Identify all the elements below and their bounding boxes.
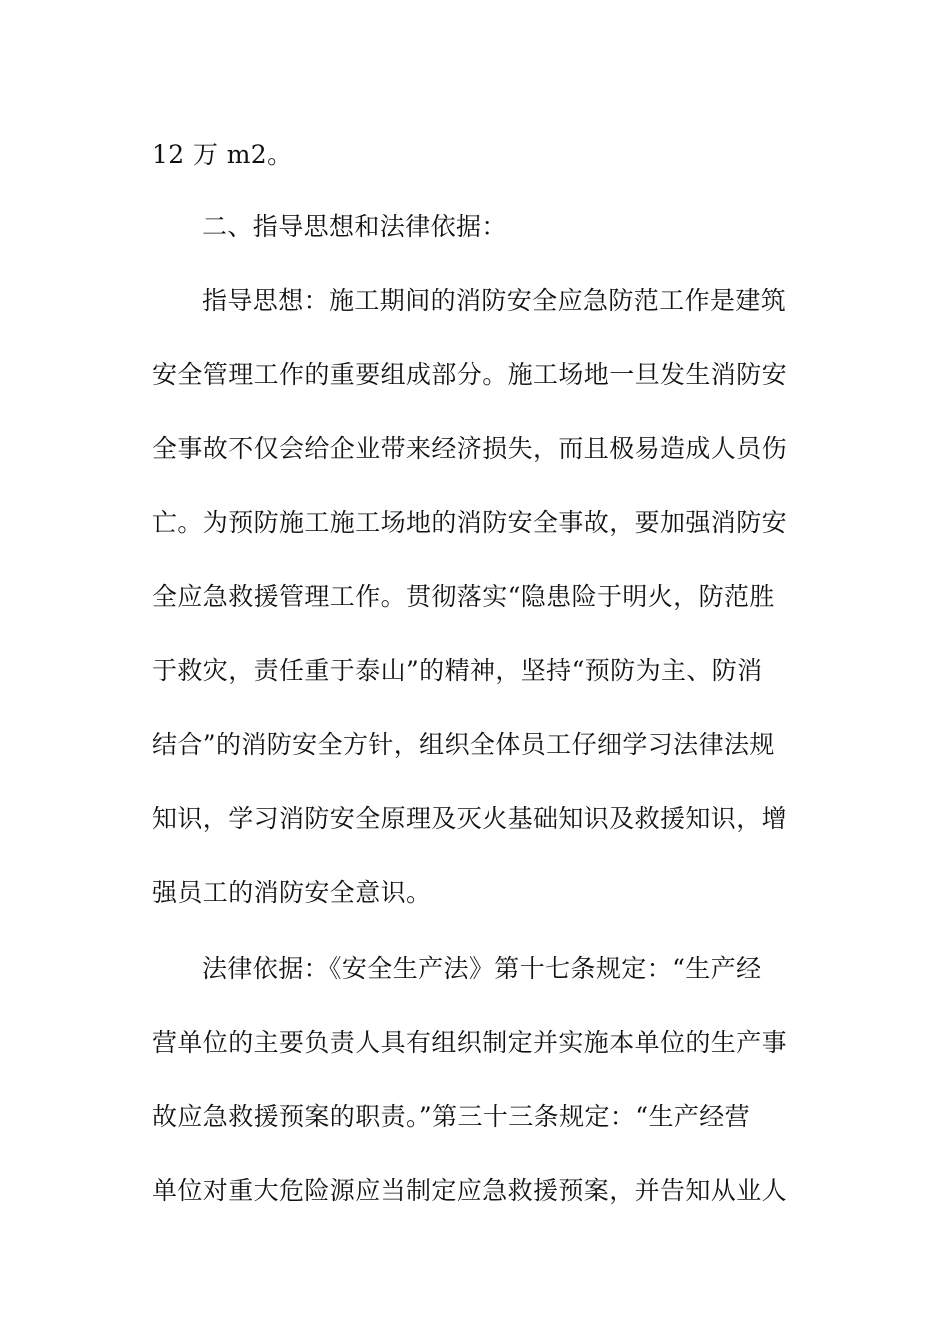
paragraph-guiding-line-3: 全事故不仅会给企业带来经济损失，而且极易造成人员伤: [152, 434, 788, 463]
paragraph-legal-line-3: 故应急救援预案的职责。”第三十三条规定：“生产经营: [152, 1102, 751, 1131]
paragraph-guiding-line-5: 全应急救援管理工作。贯彻落实“隐患险于明火，防范胜: [152, 582, 775, 611]
paragraph-legal-line-2: 营单位的主要负责人具有组织制定并实施本单位的生产事: [152, 1028, 788, 1057]
paragraph-guiding-line-8: 知识，学习消防安全原理及灭火基础知识及救援知识，增: [152, 804, 788, 833]
paragraph-guiding-line-1: 指导思想：施工期间的消防安全应急防范工作是建筑: [202, 286, 787, 315]
paragraph-guiding-line-9: 强员工的消防安全意识。: [152, 878, 432, 907]
paragraph-legal-line-1: 法律依据：《安全生产法》第十七条规定：“生产经: [202, 954, 762, 983]
text-line-area: 12 万 m2。: [152, 140, 293, 169]
paragraph-guiding-line-7: 结合”的消防安全方针，组织全体员工仔细学习法律法规: [152, 730, 775, 759]
paragraph-guiding-line-2: 安全管理工作的重要组成部分。施工场地一旦发生消防安: [152, 360, 788, 389]
section-heading: 二、指导思想和法律依据：: [202, 212, 507, 241]
paragraph-guiding-line-6: 于救灾，责任重于泰山”的精神，坚持“预防为主、防消: [152, 656, 763, 685]
paragraph-guiding-line-4: 亡。为预防施工施工场地的消防安全事故，要加强消防安: [152, 508, 788, 537]
paragraph-legal-line-4: 单位对重大危险源应当制定应急救援预案，并告知从业人: [152, 1176, 788, 1205]
